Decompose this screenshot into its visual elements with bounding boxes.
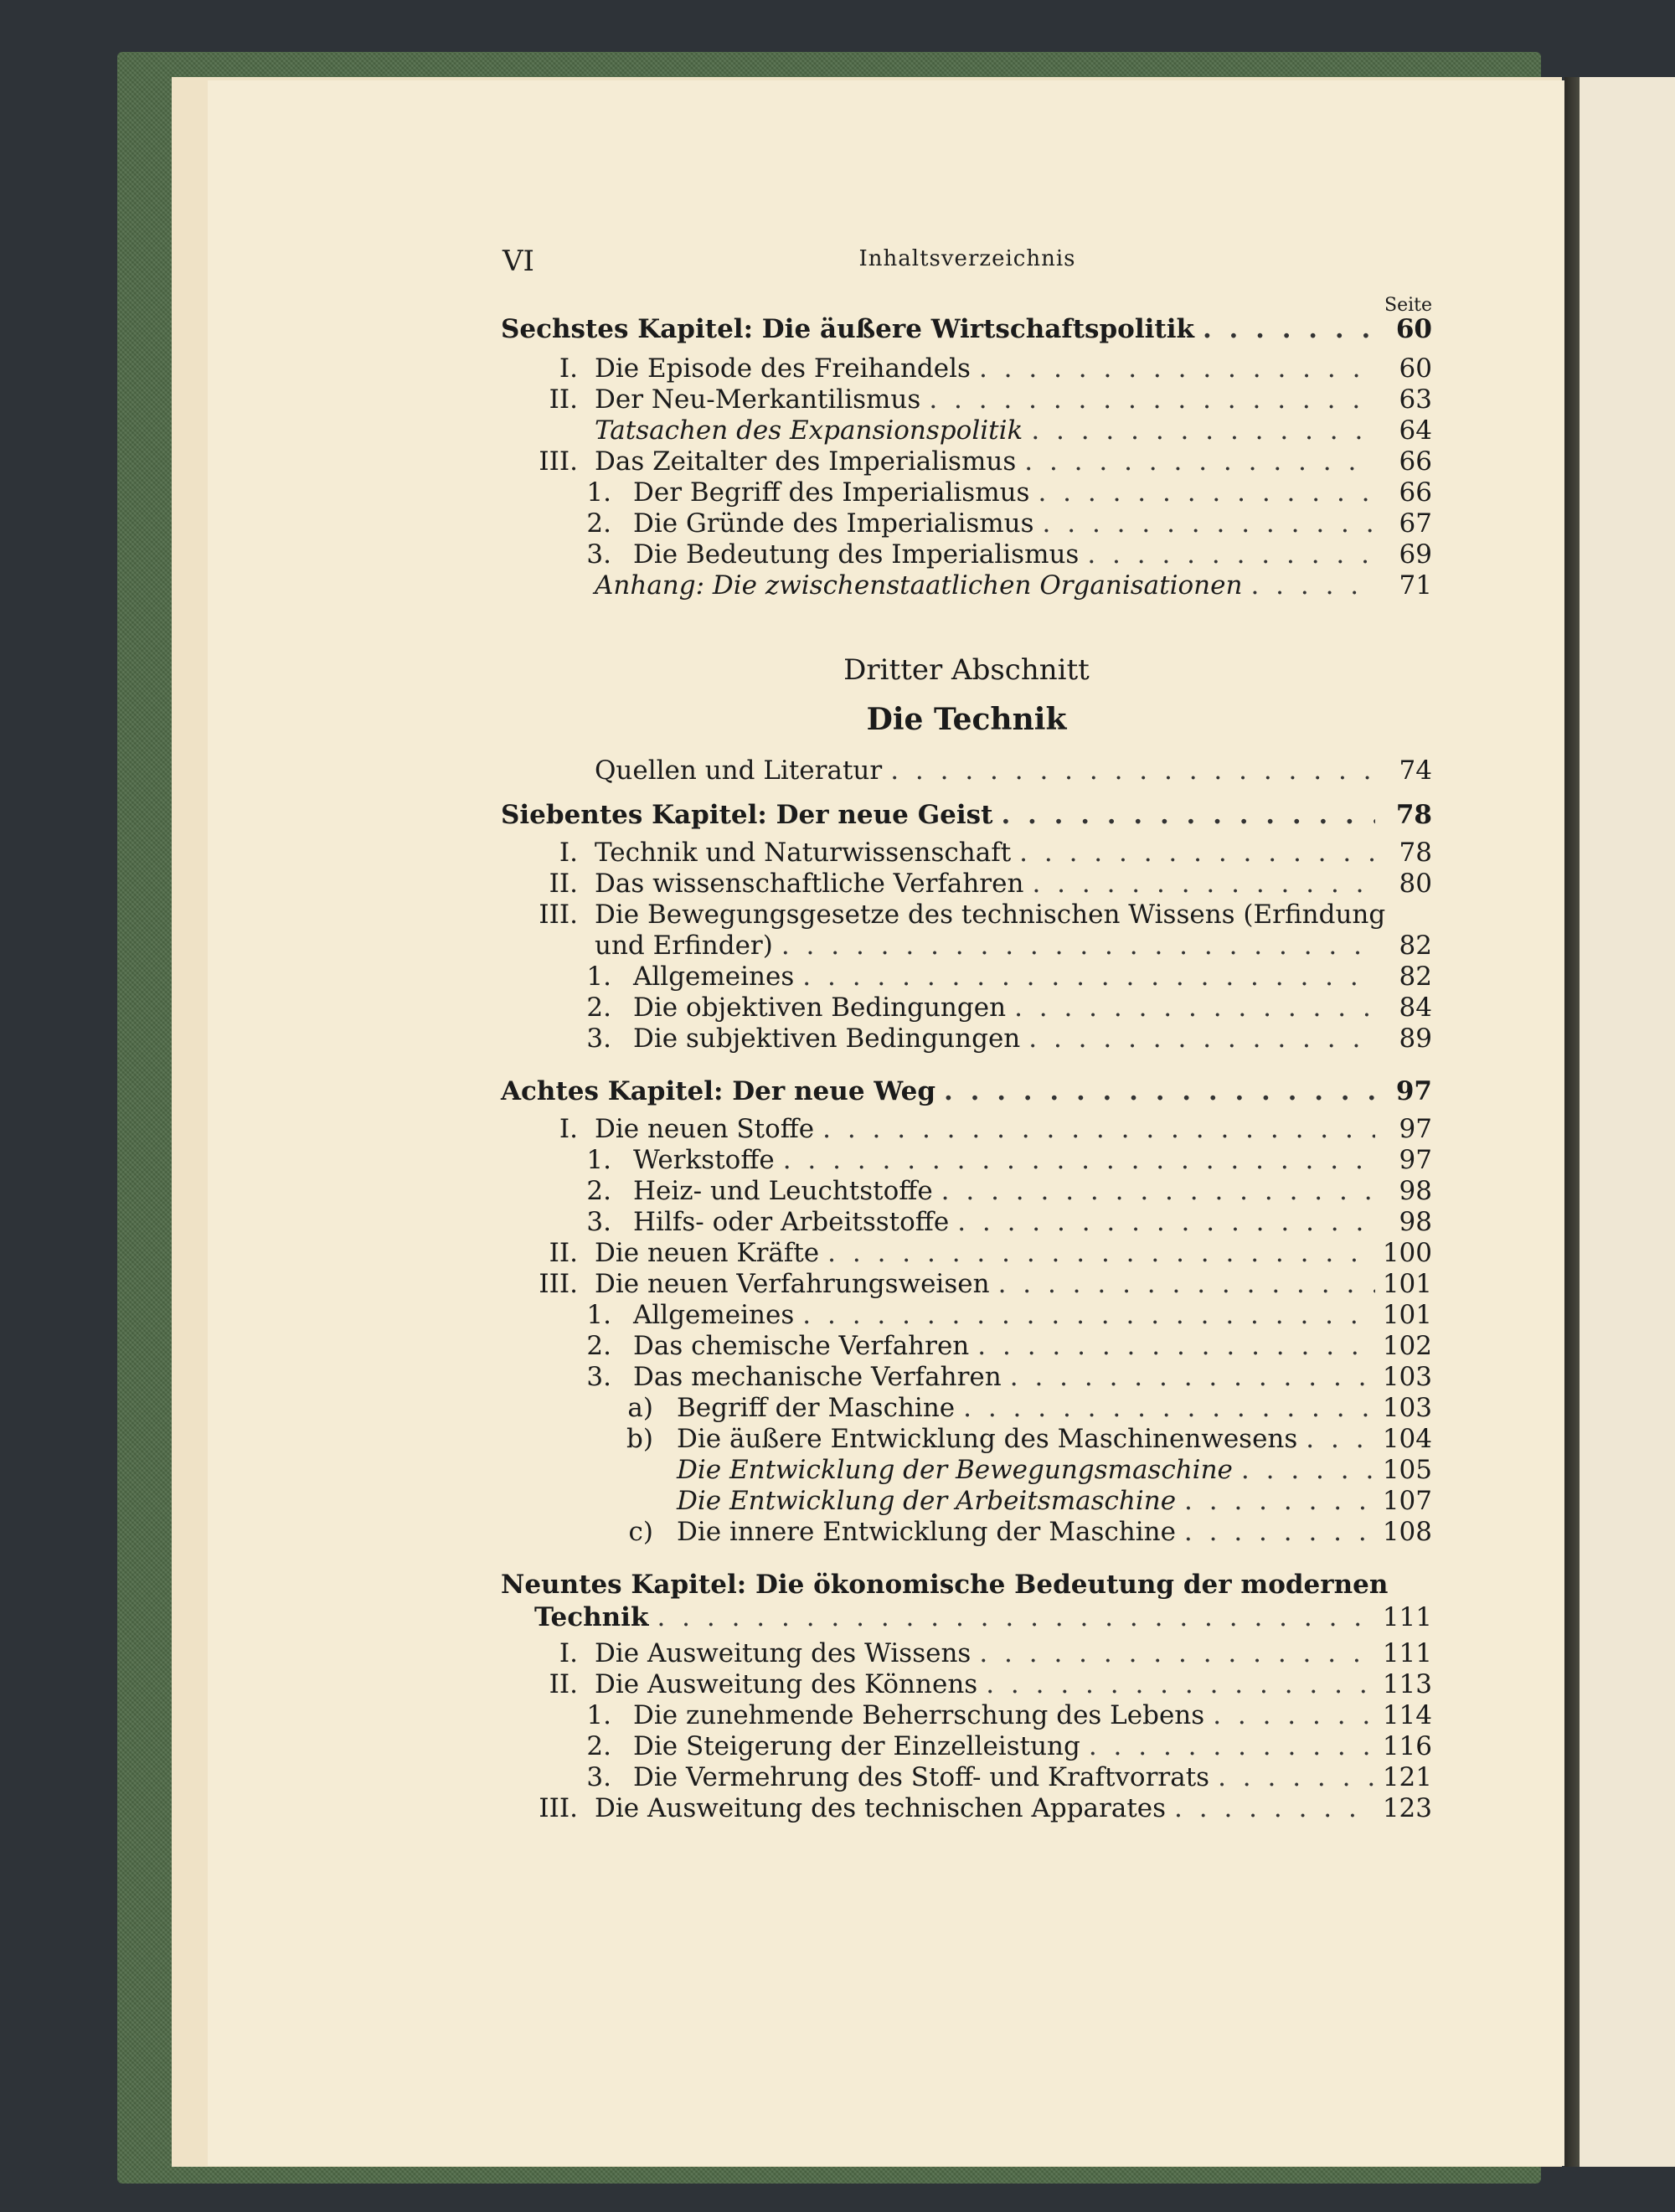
entry-number: 2. xyxy=(586,1331,611,1361)
entry-number: II. xyxy=(549,869,578,899)
entry-label: Werkstoffe xyxy=(633,1145,775,1175)
entry-number: 3. xyxy=(586,1362,611,1392)
leader-dots xyxy=(986,1669,1375,1699)
entry-label: Das chemische Verfahren xyxy=(633,1331,970,1361)
entry-page: 113 xyxy=(1382,1669,1432,1699)
leader-dots xyxy=(1010,1362,1375,1392)
leader-dots xyxy=(1089,1731,1375,1761)
leader-dots xyxy=(802,962,1375,992)
toc-entry xyxy=(534,384,1432,416)
toc-entry xyxy=(501,314,1432,346)
entry-number: II. xyxy=(549,384,578,415)
leader-dots xyxy=(1024,446,1375,477)
entry-page: 107 xyxy=(1382,1486,1432,1516)
entry-label: Anhang: Die zwischenstaatlichen Organisationen xyxy=(595,570,1243,601)
leader-dots xyxy=(1306,1424,1375,1454)
entry-label: Die Bedeutung des Imperialismus xyxy=(633,539,1080,570)
entry-number: III. xyxy=(539,1793,578,1823)
entry-page: 98 xyxy=(1399,1176,1432,1206)
leader-dots xyxy=(998,1269,1375,1299)
leader-dots xyxy=(957,1207,1375,1237)
entry-number: 1. xyxy=(586,1700,611,1730)
leader-dots xyxy=(1038,477,1375,508)
entry-number: I. xyxy=(559,1638,578,1668)
entry-page: 97 xyxy=(1399,1145,1432,1175)
toc-entry xyxy=(534,446,1432,478)
entry-label: Die innere Entwicklung der Maschine xyxy=(677,1517,1176,1547)
entry-page: 103 xyxy=(1382,1393,1432,1423)
leader-dots xyxy=(944,1076,1375,1106)
toc-entry xyxy=(610,1424,1432,1456)
entry-label: Begriff der Maschine xyxy=(677,1393,956,1423)
toc-entry xyxy=(534,1638,1432,1670)
entry-label: Die Ausweitung des technischen Apparates xyxy=(595,1793,1167,1823)
entry-label: Das mechanische Verfahren xyxy=(633,1362,1002,1392)
entry-page: 123 xyxy=(1382,1793,1432,1823)
toc-entry xyxy=(534,353,1432,385)
seite-label: Seite xyxy=(1384,295,1432,316)
toc-entry xyxy=(534,415,1432,447)
leader-dots xyxy=(977,1331,1375,1361)
toc-entry xyxy=(534,1602,1432,1634)
entry-page: 67 xyxy=(1399,508,1432,539)
entry-number: 1. xyxy=(586,1300,611,1330)
toc-entry xyxy=(568,1762,1432,1794)
toc-entry xyxy=(534,900,1385,930)
toc-entry xyxy=(677,1486,1432,1518)
entry-label: Die Episode des Freihandels xyxy=(595,353,971,384)
leader-dots xyxy=(1014,993,1375,1023)
entry-label: Quellen und Literatur xyxy=(595,755,883,786)
entry-page: 101 xyxy=(1382,1300,1432,1330)
entry-label: Allgemeines xyxy=(633,1300,795,1330)
entry-number: I. xyxy=(559,1114,578,1144)
entry-number: III. xyxy=(539,446,578,477)
entry-label: Die äußere Entwicklung des Maschinenwesens xyxy=(677,1424,1298,1454)
entry-page: 108 xyxy=(1382,1517,1432,1547)
entry-label: Achtes Kapitel: Der neue Weg xyxy=(501,1076,936,1106)
leader-dots xyxy=(822,1114,1375,1144)
leader-dots xyxy=(979,353,1375,384)
toc-entry xyxy=(534,1669,1432,1701)
entry-number: II. xyxy=(549,1238,578,1268)
entry-label: Die Entwicklung der Bewegungsmaschine xyxy=(677,1455,1233,1485)
entry-page: 111 xyxy=(1382,1602,1432,1632)
leader-dots xyxy=(1028,1024,1375,1054)
leader-dots xyxy=(1203,314,1375,344)
toc-entry xyxy=(568,1700,1432,1732)
toc-entry xyxy=(501,1076,1432,1108)
entry-page: 63 xyxy=(1399,384,1432,415)
gutter-shadow xyxy=(1564,77,1580,2167)
leader-dots xyxy=(1174,1793,1375,1823)
entry-page: 71 xyxy=(1399,570,1432,601)
entry-label: Die Entwicklung der Arbeitsmaschine xyxy=(677,1486,1177,1516)
toc-entry xyxy=(534,838,1432,869)
entry-label: Die neuen Verfahrungsweisen xyxy=(595,1269,990,1299)
toc-entry xyxy=(568,539,1432,571)
leader-dots xyxy=(1001,800,1375,830)
entry-label: Das wissenschaftliche Verfahren xyxy=(595,869,1024,899)
leader-dots xyxy=(1218,1762,1375,1792)
entry-label: Hilfs- oder Arbeitsstoffe xyxy=(633,1207,950,1237)
entry-number: 3. xyxy=(586,1207,611,1237)
entry-label: Die subjektiven Bedingungen xyxy=(633,1024,1021,1054)
entry-label: Die objektiven Bedingungen xyxy=(633,993,1007,1023)
entry-page: 84 xyxy=(1399,993,1432,1023)
entry-label: Technik xyxy=(534,1602,649,1632)
entry-label: Sechstes Kapitel: Die äußere Wirtschaftspolitik xyxy=(501,314,1194,344)
entry-number: b) xyxy=(626,1424,653,1454)
entry-number: 1. xyxy=(586,962,611,992)
leader-dots xyxy=(1019,838,1375,868)
toc-entry xyxy=(568,993,1432,1024)
toc-entry xyxy=(568,1207,1432,1239)
entry-number: I. xyxy=(559,838,578,868)
entry-label: Die neuen Kräfte xyxy=(595,1238,820,1268)
toc-entry xyxy=(677,1455,1432,1487)
toc-entry xyxy=(534,1114,1432,1146)
entry-label: und Erfinder) xyxy=(595,931,773,961)
leader-dots xyxy=(657,1602,1375,1632)
toc-entry xyxy=(568,1331,1432,1363)
toc-entry xyxy=(534,1793,1432,1825)
toc-entry xyxy=(568,1362,1432,1394)
toc-entry xyxy=(568,962,1432,993)
toc-entry xyxy=(568,1731,1432,1763)
entry-number: a) xyxy=(627,1393,653,1423)
entry-page: 97 xyxy=(1399,1114,1432,1144)
entry-number: 2. xyxy=(586,508,611,539)
entry-number: 2. xyxy=(586,993,611,1023)
entry-label: Die Vermehrung des Stoff- und Kraftvorrats xyxy=(633,1762,1210,1792)
entry-label: Siebentes Kapitel: Der neue Geist xyxy=(501,800,993,830)
entry-page: 64 xyxy=(1399,415,1432,446)
leader-dots xyxy=(1087,539,1375,570)
leader-dots xyxy=(890,755,1375,786)
entry-page: 80 xyxy=(1399,869,1432,899)
entry-page: 116 xyxy=(1382,1731,1432,1761)
entry-page: 66 xyxy=(1399,477,1432,508)
entry-label: Der Begriff des Imperialismus xyxy=(633,477,1030,508)
entry-label: Der Neu-Merkantilismus xyxy=(595,384,921,415)
entry-page: 60 xyxy=(1399,353,1432,384)
leader-dots xyxy=(1184,1517,1375,1547)
entry-page: 82 xyxy=(1399,931,1432,961)
toc-entry xyxy=(568,1176,1432,1208)
leader-dots xyxy=(1043,508,1375,539)
entry-page: 98 xyxy=(1399,1207,1432,1237)
entry-page: 74 xyxy=(1399,755,1432,786)
entry-label: Die neuen Stoffe xyxy=(595,1114,815,1144)
toc-entry xyxy=(568,1145,1432,1177)
entry-page: 69 xyxy=(1399,539,1432,570)
leader-dots xyxy=(941,1176,1375,1206)
entry-number: 3. xyxy=(586,1024,611,1054)
entry-number: 2. xyxy=(586,1731,611,1761)
entry-page: 103 xyxy=(1382,1362,1432,1392)
entry-number: III. xyxy=(539,900,578,930)
facing-page-edge xyxy=(1580,77,1675,2167)
entry-label: Die Steigerung der Einzelleistung xyxy=(633,1731,1080,1761)
entry-page: 97 xyxy=(1395,1076,1432,1106)
leader-dots xyxy=(802,1300,1375,1330)
entry-number: 1. xyxy=(586,1145,611,1175)
toc-entry xyxy=(568,477,1432,509)
entry-number: 3. xyxy=(586,1762,611,1792)
leader-dots xyxy=(963,1393,1375,1423)
toc-entry xyxy=(534,1238,1432,1270)
entry-label: Die Bewegungsgesetze des technischen Wissens (Erfindung xyxy=(595,900,1386,930)
entry-label: Allgemeines xyxy=(633,962,795,992)
toc-entry xyxy=(568,508,1432,540)
entry-page: 111 xyxy=(1382,1638,1432,1668)
entry-label: Tatsachen des Expansionspolitik xyxy=(595,415,1023,446)
toc-entry xyxy=(501,800,1432,832)
entry-page: 114 xyxy=(1382,1700,1432,1730)
entry-page: 105 xyxy=(1382,1455,1432,1485)
entry-page: 82 xyxy=(1399,962,1432,992)
leader-dots xyxy=(1250,570,1375,601)
toc-entry: Neuntes Kapitel: Die ökonomische Bedeutung der modernen xyxy=(501,1570,1389,1600)
entry-number: 1. xyxy=(586,477,611,508)
entry-label: Die Gründe des Imperialismus xyxy=(633,508,1034,539)
leader-dots xyxy=(827,1238,1375,1268)
entry-page: 78 xyxy=(1399,838,1432,868)
toc-entry xyxy=(595,570,1432,602)
leader-dots xyxy=(1213,1700,1375,1730)
leader-dots xyxy=(1032,869,1375,899)
toc-entry xyxy=(568,1300,1432,1332)
entry-label: Die zunehmende Beherrschung des Lebens xyxy=(633,1700,1205,1730)
entry-page: 121 xyxy=(1382,1762,1432,1792)
leader-dots xyxy=(781,931,1375,961)
toc-entry xyxy=(595,755,1432,787)
page-number: VI xyxy=(502,245,534,278)
entry-page: 100 xyxy=(1382,1238,1432,1268)
leader-dots xyxy=(1031,415,1375,446)
toc-entry xyxy=(610,1393,1432,1425)
entry-page: 60 xyxy=(1395,314,1432,344)
entry-page: 78 xyxy=(1395,800,1432,830)
entry-label: Technik und Naturwissenschaft xyxy=(595,838,1012,868)
entry-number: 3. xyxy=(586,539,611,570)
entry-page: 89 xyxy=(1399,1024,1432,1054)
entry-page: 104 xyxy=(1382,1424,1432,1454)
entry-number: 2. xyxy=(586,1176,611,1206)
entry-number: I. xyxy=(559,353,578,384)
toc-entry xyxy=(534,869,1432,900)
running-title: Inhaltsverzeichnis xyxy=(858,246,1076,271)
entry-label: Die Ausweitung des Wissens xyxy=(595,1638,972,1668)
entry-number: II. xyxy=(549,1669,578,1699)
leader-dots xyxy=(1184,1486,1375,1516)
toc-entry xyxy=(610,1517,1432,1549)
page-header xyxy=(502,245,1432,286)
entry-label: Die Ausweitung des Könnens xyxy=(595,1669,978,1699)
entry-label: Heiz- und Leuchtstoffe xyxy=(633,1176,933,1206)
entry-page: 101 xyxy=(1382,1269,1432,1299)
entry-number: III. xyxy=(539,1269,578,1299)
toc-entry xyxy=(534,1269,1432,1301)
section-subtitle: Dritter Abschnitt xyxy=(843,653,1090,687)
entry-page: 66 xyxy=(1399,446,1432,477)
entry-page: 102 xyxy=(1382,1331,1432,1361)
leader-dots xyxy=(929,384,1375,415)
section-title: Die Technik xyxy=(866,702,1067,737)
toc-entry xyxy=(595,931,1432,962)
leader-dots xyxy=(1241,1455,1375,1485)
entry-number: c) xyxy=(628,1517,653,1547)
entry-label: Das Zeitalter des Imperialismus xyxy=(595,446,1017,477)
toc-entry xyxy=(568,1024,1432,1055)
leader-dots xyxy=(783,1145,1375,1175)
leader-dots xyxy=(979,1638,1375,1668)
